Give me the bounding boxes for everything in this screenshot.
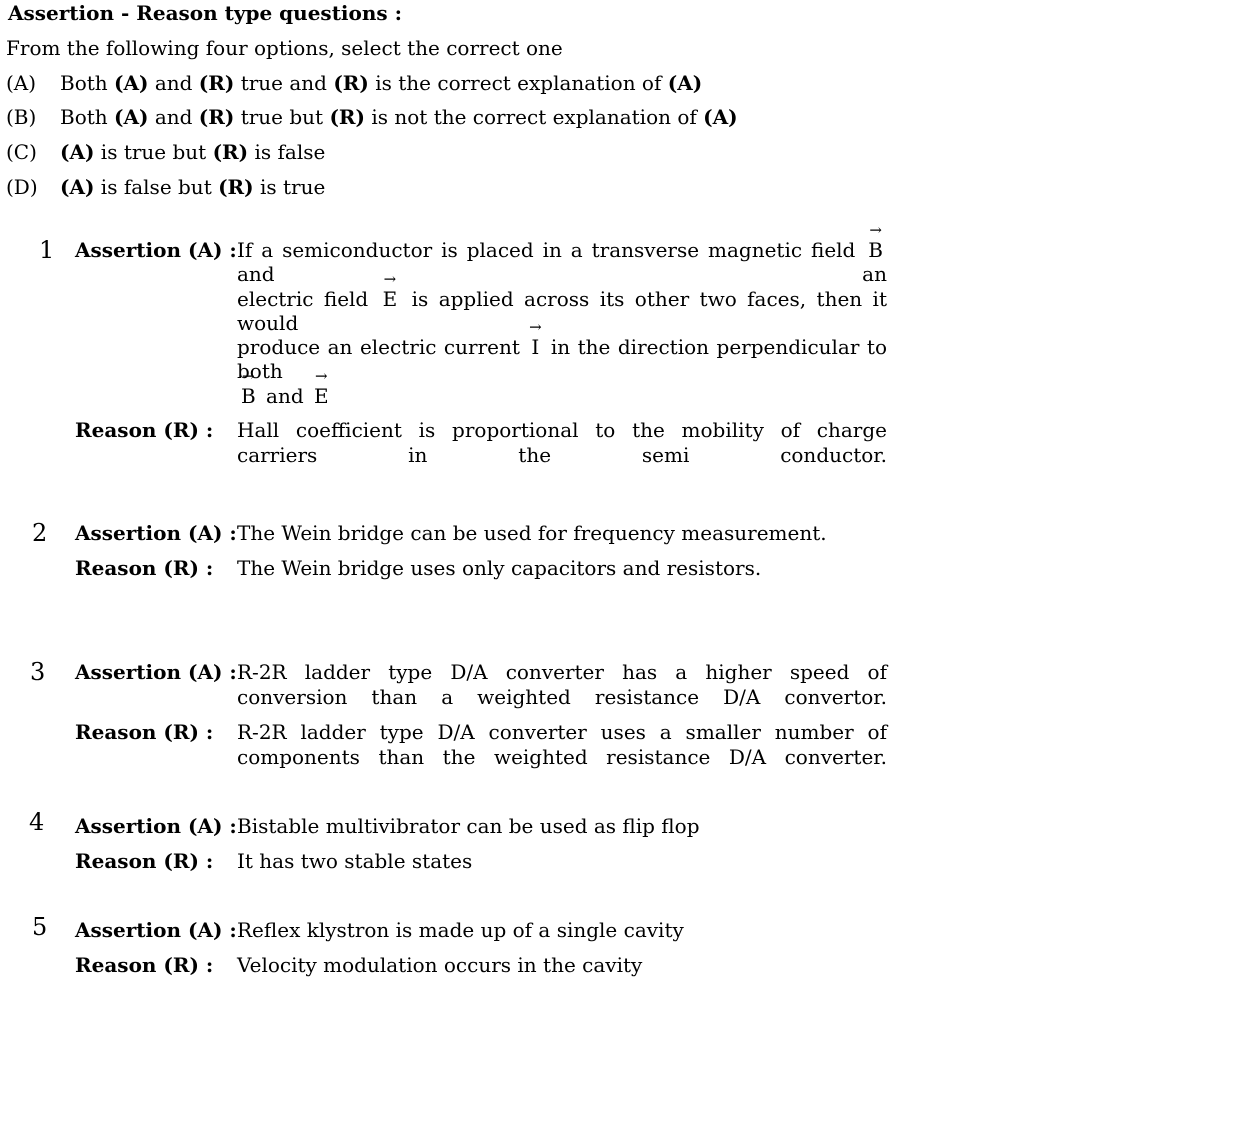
section-heading: Assertion - Reason type questions : (8, 1, 403, 25)
assertion-line: produce an electric current → I in the direction perpendicular to both (237, 335, 887, 383)
assertion-line: → B and → E (237, 384, 887, 408)
reason-label: Reason (R) : (75, 556, 214, 580)
assertion-label: Assertion (A) : (75, 814, 237, 838)
vector-e: → E (310, 384, 333, 408)
reason-text: It has two stable states (237, 849, 473, 873)
reason-text: Velocity modulation occurs in the cavity (237, 953, 643, 977)
option-letter: (D) (6, 175, 38, 199)
reason-text: R-2R ladder type D/A converter uses a smaller number of components than the weighted resistance D/A converter. (237, 720, 887, 769)
option-d: (D) (A) is false but (R) is true (6, 175, 326, 199)
option-letter: (C) (6, 140, 37, 164)
assertion-line: If a semiconductor is placed in a transverse magnetic field → B and an (237, 238, 887, 286)
question-number: 1 (39, 236, 55, 264)
question-number: 4 (29, 808, 45, 836)
assertion-line: electric field → E is applied across its other two faces, then it would (237, 287, 887, 335)
vector-b: → B (864, 238, 887, 262)
assertion-text: The Wein bridge can be used for frequency measurement. (237, 521, 827, 545)
option-c: (C) (A) is true but (R) is false (6, 140, 326, 164)
vector-e: → E (379, 287, 402, 311)
reason-label: Reason (R) : (75, 953, 214, 977)
reason-label: Reason (R) : (75, 849, 214, 873)
option-b: (B) Both (A) and (R) true but (R) is not the correct explanation of (A) (6, 105, 738, 129)
option-a: (A) Both (A) and (R) true and (R) is the correct explanation of (A) (6, 71, 703, 95)
option-letter: (A) (6, 71, 37, 95)
question-number: 5 (32, 913, 48, 941)
assertion-text: R-2R ladder type D/A converter has a higher speed of conversion than a weighted resistance D/A convertor. (237, 660, 887, 709)
reason-label: Reason (R) : (75, 720, 214, 744)
assertion-label: Assertion (A) : (75, 521, 237, 545)
vector-b: → B (237, 384, 260, 408)
instruction-text: From the following four options, select the correct one (6, 36, 563, 60)
assertion-text: Bistable multivibrator can be used as flip flop (237, 814, 700, 838)
assertion-text: Reflex klystron is made up of a single cavity (237, 918, 684, 942)
vector-i: → I (527, 335, 543, 359)
question-number: 2 (32, 519, 48, 547)
reason-text: The Wein bridge uses only capacitors and resistors. (237, 556, 762, 580)
question-number: 3 (30, 658, 46, 686)
assertion-label: Assertion (A) : (75, 238, 237, 262)
option-letter: (B) (6, 105, 37, 129)
assertion-label: Assertion (A) : (75, 918, 237, 942)
assertion-label: Assertion (A) : (75, 660, 237, 684)
reason-text: Hall coefficient is proportional to the mobility of charge carriers in the semi conductor. (237, 418, 887, 467)
reason-label: Reason (R) : (75, 418, 214, 442)
